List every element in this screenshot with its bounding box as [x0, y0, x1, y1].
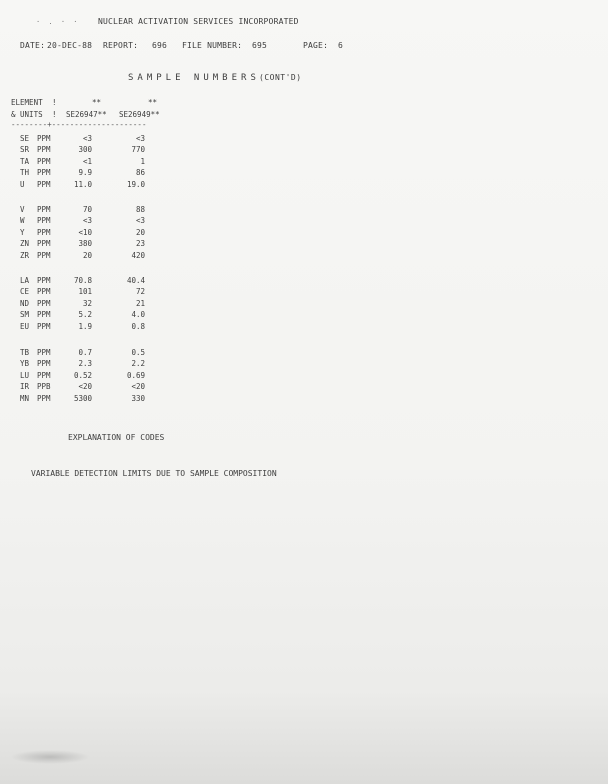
scan-specks: · . · · — [36, 18, 80, 26]
unit-cell: PPM — [37, 298, 51, 308]
table-row — [0, 251, 608, 262]
table-row — [0, 310, 608, 321]
header-rule: --------+--------------------- — [11, 120, 147, 129]
unit-cell: PPM — [37, 227, 51, 237]
sample1-value: 0.7 — [78, 348, 92, 357]
unit-cell: PPM — [37, 156, 51, 166]
sample2-header: SE26949** — [119, 110, 160, 119]
column-separator: ! — [52, 98, 57, 107]
sample2-value: <3 — [135, 134, 145, 143]
table-row — [0, 228, 608, 239]
sample2-value: 86 — [135, 168, 145, 178]
sample1-value: 1.9 — [78, 321, 92, 331]
table-row — [0, 205, 608, 216]
unit-cell: PPM — [37, 145, 51, 155]
explanation-note: VARIABLE DETECTION LIMITS DUE TO SAMPLE COMPOSITION — [31, 469, 277, 478]
table-row — [0, 134, 608, 145]
sample2-value: 330 — [131, 393, 145, 403]
table-row — [0, 168, 608, 179]
table-row — [0, 359, 608, 370]
table-row — [0, 180, 608, 191]
unit-cell: PPM — [37, 239, 51, 249]
date-label: DATE: — [20, 41, 46, 50]
element-symbol: SM — [20, 310, 30, 320]
sample2-flag: ** — [148, 98, 158, 107]
table-row — [0, 287, 608, 298]
table-row — [0, 157, 608, 168]
table-row — [0, 322, 608, 333]
sample2-value: 40.4 — [126, 276, 145, 285]
element-symbol: TA — [20, 156, 30, 166]
unit-cell: PPM — [37, 370, 51, 380]
sample1-value: 2.3 — [78, 359, 92, 369]
file-number-value: 695 — [252, 41, 268, 50]
sample1-value: 9.9 — [78, 168, 92, 178]
element-symbol: IR — [20, 382, 30, 392]
units-header: & UNITS — [11, 110, 43, 119]
sample1-value: 101 — [78, 287, 92, 297]
element-symbol: MN — [20, 393, 30, 403]
sample1-value: 70 — [82, 205, 92, 214]
unit-cell: PPM — [37, 359, 51, 369]
sample2-value: 0.8 — [131, 321, 145, 331]
element-symbol: TH — [20, 168, 30, 178]
page-number: 6 — [338, 41, 344, 50]
sample2-value: 770 — [131, 145, 145, 155]
table-row — [0, 382, 608, 393]
sample1-value: 0.52 — [73, 370, 92, 380]
sample2-value: <20 — [131, 382, 145, 392]
element-symbol: YB — [20, 359, 30, 369]
unit-cell: PPM — [37, 250, 51, 260]
page-label: PAGE: — [303, 41, 329, 50]
unit-cell: PPM — [37, 287, 51, 297]
sample2-value: 1 — [140, 156, 145, 166]
table-row — [0, 371, 608, 382]
unit-cell: PPM — [37, 276, 51, 285]
sample1-value: <3 — [82, 216, 92, 226]
section-continued: (CONT'D) — [259, 73, 302, 82]
sample2-value: 21 — [135, 298, 145, 308]
element-symbol: CE — [20, 287, 30, 297]
element-symbol: ZR — [20, 250, 30, 260]
element-symbol: Y — [20, 227, 25, 237]
element-header: ELEMENT — [11, 98, 43, 107]
sample2-value: <3 — [135, 216, 145, 226]
sample2-value: 2.2 — [131, 359, 145, 369]
sample1-value: 300 — [78, 145, 92, 155]
sample1-value: <20 — [78, 382, 92, 392]
unit-cell: PPM — [37, 393, 51, 403]
table-row — [0, 299, 608, 310]
sample1-value: 20 — [82, 250, 92, 260]
element-symbol: W — [20, 216, 25, 226]
report-value: 696 — [152, 41, 168, 50]
table-row — [0, 348, 608, 359]
company-name: NUCLEAR ACTIVATION SERVICES INCORPORATED — [98, 17, 299, 26]
element-symbol: TB — [20, 348, 30, 357]
sample2-value: 0.5 — [131, 348, 145, 357]
sample1-value: 380 — [78, 239, 92, 249]
unit-cell: PPM — [37, 168, 51, 178]
table-row — [0, 239, 608, 250]
sample1-value: 32 — [82, 298, 92, 308]
element-symbol: LA — [20, 276, 30, 285]
unit-cell: PPM — [37, 134, 51, 143]
unit-cell: PPM — [37, 310, 51, 320]
sample1-value: <10 — [78, 227, 92, 237]
table-row — [0, 276, 608, 287]
date-value: 20-DEC-88 — [47, 41, 93, 50]
sample1-value: 5300 — [73, 393, 92, 403]
sample1-header: SE26947** — [66, 110, 107, 119]
sample1-flag: ** — [92, 98, 102, 107]
element-symbol: SR — [20, 145, 30, 155]
table-row — [0, 216, 608, 227]
element-symbol: V — [20, 205, 25, 214]
sample1-value: 70.8 — [73, 276, 92, 285]
unit-cell: PPM — [37, 205, 51, 214]
unit-cell: PPM — [37, 179, 51, 189]
sample2-value: 19.0 — [126, 179, 145, 189]
element-symbol: ND — [20, 298, 30, 308]
table-row — [0, 394, 608, 405]
sample2-value: 4.0 — [131, 310, 145, 320]
sample2-value: 23 — [135, 239, 145, 249]
section-title: SAMPLE NUMBERS — [128, 73, 260, 83]
table-row — [0, 145, 608, 156]
file-number-label: FILE NUMBER: — [182, 41, 243, 50]
sample1-value: 11.0 — [73, 179, 92, 189]
sample1-value: <3 — [82, 134, 92, 143]
column-separator: ! — [52, 110, 57, 119]
sample2-value: 0.69 — [126, 370, 145, 380]
unit-cell: PPM — [37, 348, 51, 357]
sample1-value: <1 — [82, 156, 92, 166]
element-symbol: LU — [20, 370, 30, 380]
report-label: REPORT: — [103, 41, 139, 50]
sample1-value: 5.2 — [78, 310, 92, 320]
element-symbol: EU — [20, 321, 30, 331]
scan-smudge — [10, 750, 90, 764]
element-symbol: SE — [20, 134, 30, 143]
element-symbol: U — [20, 179, 25, 189]
element-symbol: ZN — [20, 239, 30, 249]
unit-cell: PPM — [37, 216, 51, 226]
unit-cell: PPM — [37, 321, 51, 331]
sample2-value: 88 — [135, 205, 145, 214]
unit-cell: PPB — [37, 382, 51, 392]
sample2-value: 20 — [135, 227, 145, 237]
sample2-value: 72 — [135, 287, 145, 297]
explanation-heading: EXPLANATION OF CODES — [68, 433, 165, 442]
sample2-value: 420 — [131, 250, 145, 260]
